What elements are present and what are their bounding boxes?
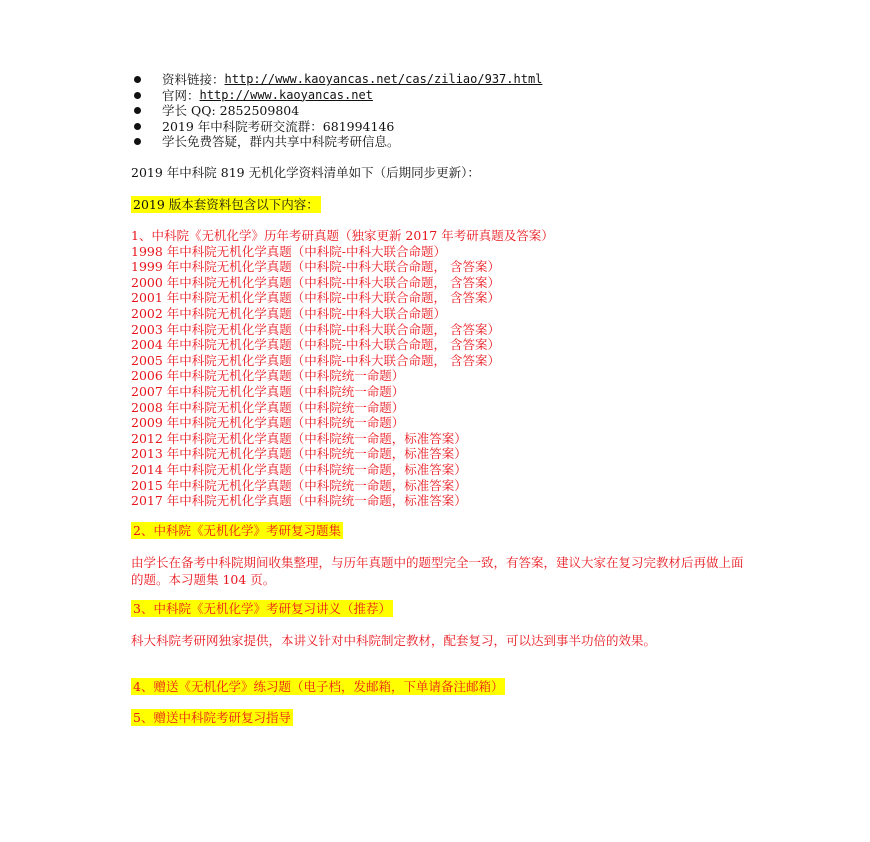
- list-item: 2000 年中科院无机化学真题（中科院-中科大联合命题， 含答案）: [131, 274, 500, 290]
- section4-heading-text: 4、赠送《无机化学》练习题（电子档，发邮箱，下单请备注邮箱）: [133, 679, 504, 694]
- version-heading-text: 2019 版本套资料包含以下内容：: [133, 197, 319, 212]
- list-item: 2009 年中科院无机化学真题（中科院统一命题）: [131, 415, 405, 431]
- section3-desc: 科大科院考研网独家提供，本讲义针对中科院制定教材，配套复习，可以达到事半功倍的效果。: [131, 633, 657, 648]
- info-item-qq: [134, 103, 542, 119]
- list-item: 2015 年中科院无机化学真题（中科院统一命题，标准答案）: [131, 477, 467, 493]
- bullet-dot-icon: [134, 123, 141, 130]
- info-item-group: [134, 119, 542, 135]
- info-label: 2019 年中科院考研交流群：681994146: [162, 118, 395, 134]
- list-item: 2006 年中科院无机化学真题（中科院统一命题）: [131, 368, 405, 384]
- section4-heading: [131, 679, 505, 695]
- section2-heading: [131, 523, 343, 539]
- list-item: 2008 年中科院无机化学真题（中科院统一命题）: [131, 399, 405, 415]
- list-item: 2017 年中科院无机化学真题（中科院统一命题，标准答案）: [131, 493, 467, 509]
- list-item: 2004 年中科院无机化学真题（中科院-中科大联合命题， 含答案）: [131, 337, 500, 353]
- list-item: 2012 年中科院无机化学真题（中科院统一命题，标准答案）: [131, 430, 467, 446]
- info-label: 资料链接：: [162, 72, 225, 87]
- version-heading: [131, 197, 321, 213]
- list-item: 2005 年中科院无机化学真题（中科院-中科大联合命题， 含答案）: [131, 352, 500, 368]
- section5-heading-text: 5、赠送中科院考研复习指导: [133, 710, 291, 725]
- section3-heading: [131, 601, 393, 617]
- section2-desc: 由学长在备考中科院期间收集整理，与历年真题中的题型完全一致，有答案，建议大家在复习完教材后再做上面的题。本习题集 104 页。: [131, 555, 744, 587]
- bullet-dot-icon: [134, 92, 141, 99]
- list-item: 2013 年中科院无机化学真题（中科院统一命题，标准答案）: [131, 446, 467, 462]
- materials-link[interactable]: http://www.kaoyancas.net/cas/ziliao/937.html: [224, 72, 543, 86]
- section2-heading-text: 2、中科院《无机化学》考研复习题集: [133, 523, 341, 538]
- info-label: 学长 QQ: 2852509804: [162, 103, 300, 118]
- section5-heading: [131, 710, 293, 726]
- official-site-link[interactable]: http://www.kaoyancas.net: [199, 87, 373, 102]
- bullet-dot-icon: [134, 138, 141, 145]
- list-item: 2007 年中科院无机化学真题（中科院统一命题）: [131, 383, 405, 399]
- info-item-official-site: [134, 88, 542, 104]
- info-label: 学长免费答疑，群内共享中科院考研信息。: [162, 134, 400, 149]
- info-list: [134, 72, 542, 150]
- list-item: 1999 年中科院无机化学真题（中科院-中科大联合命题， 含答案）: [131, 259, 500, 275]
- info-label: 官网：: [162, 87, 200, 103]
- list-item: 2003 年中科院无机化学真题（中科院-中科大联合命题， 含答案）: [131, 321, 500, 337]
- section1-list: [131, 228, 554, 509]
- info-item-qa: [134, 134, 542, 150]
- list-item: 2001 年中科院无机化学真题（中科院-中科大联合命题， 含答案）: [131, 290, 500, 306]
- section1-heading: 1、中科院《无机化学》历年考研真题（独家更新 2017 年考研真题及答案）: [131, 228, 554, 243]
- info-item-materials-link: [134, 72, 542, 88]
- list-item: 2002 年中科院无机化学真题（中科院-中科大联合命题）: [131, 305, 447, 321]
- bullet-dot-icon: [134, 107, 141, 114]
- section3-heading-text: 3、中科院《无机化学》考研复习讲义（推荐）: [133, 601, 391, 616]
- intro-text: 2019 年中科院 819 无机化学资料清单如下（后期同步更新）：: [131, 165, 480, 180]
- list-item: 2014 年中科院无机化学真题（中科院统一命题，标准答案）: [131, 461, 467, 477]
- list-item: 1998 年中科院无机化学真题（中科院-中科大联合命题）: [131, 243, 447, 259]
- bullet-dot-icon: [134, 76, 141, 83]
